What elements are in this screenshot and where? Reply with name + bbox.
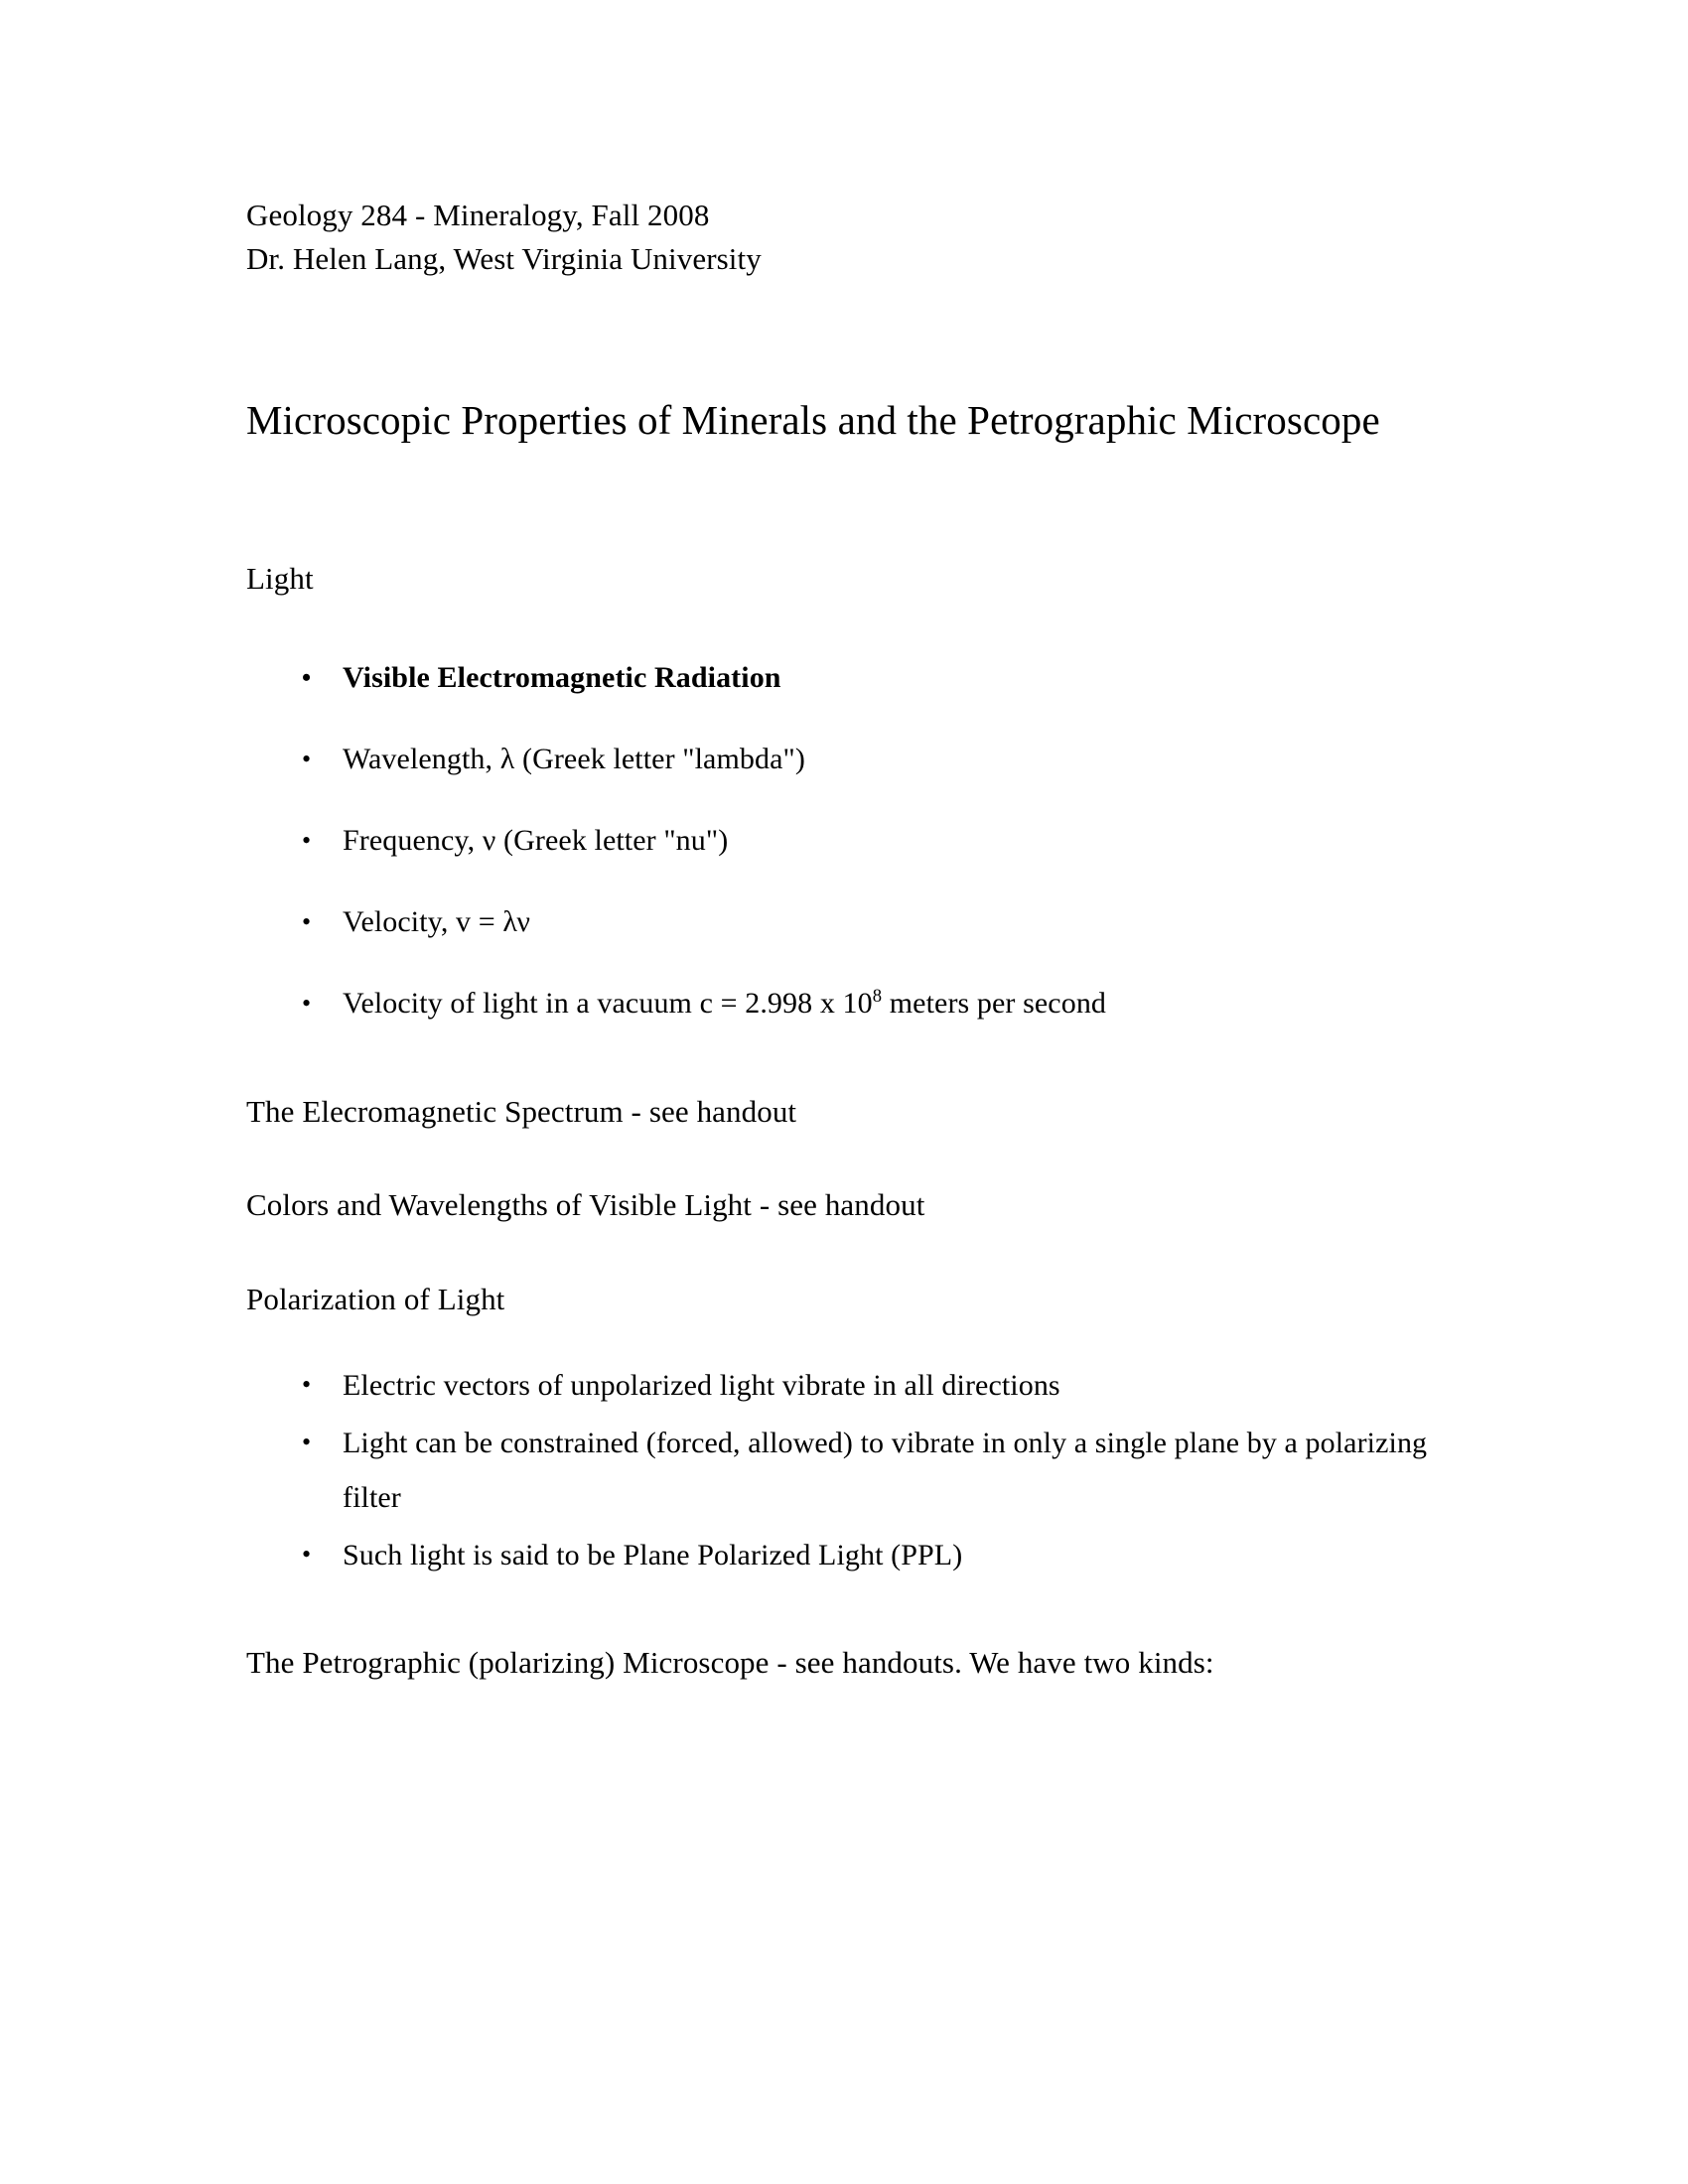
- list-item: • Electric vectors of unpolarized light vibrate in all directions: [246, 1358, 1460, 1413]
- list-item: • Light can be constrained (forced, allowed) to vibrate in only a single plane by a polarizing filter: [246, 1416, 1460, 1525]
- light-bullet-list: [246, 651, 1460, 1029]
- page-title: Microscopic Properties of Minerals and the Petrographic Microscope: [246, 397, 1380, 443]
- section-heading-light: Light: [246, 561, 314, 596]
- list-item: • Such light is said to be Plane Polarized Light (PPL): [246, 1528, 1460, 1582]
- list-item: • Velocity, v = λν: [246, 895, 1460, 948]
- course-header-line-1: Geology 284 - Mineralogy, Fall 2008: [246, 198, 710, 232]
- list-item-text-tail: meters per second: [882, 987, 1107, 1020]
- list-item: [246, 977, 1460, 1029]
- section-heading-spectrum: The Elecromagnetic Spectrum - see handout: [246, 1094, 797, 1129]
- section-heading-petrographic: The Petrographic (polarizing) Microscope - see handouts. We have two kinds:: [246, 1645, 1214, 1680]
- exponent: 8: [872, 986, 883, 1007]
- list-item: • Visible Electromagnetic Radiation: [246, 651, 1460, 704]
- polarization-bullet-list: [246, 1358, 1460, 1582]
- section-heading-polarization: Polarization of Light: [246, 1282, 505, 1316]
- course-header-line-2: Dr. Helen Lang, West Virginia University: [246, 241, 762, 276]
- section-heading-colors: Colors and Wavelengths of Visible Light - see handout: [246, 1187, 925, 1222]
- list-item: • Wavelength, λ (Greek letter "lambda"): [246, 733, 1460, 785]
- course-header: [246, 194, 1460, 281]
- list-item: • Frequency, ν (Greek letter "nu"): [246, 814, 1460, 867]
- list-item-text-lead: Velocity of light in a vacuum c = 2.998 x 10: [343, 987, 873, 1020]
